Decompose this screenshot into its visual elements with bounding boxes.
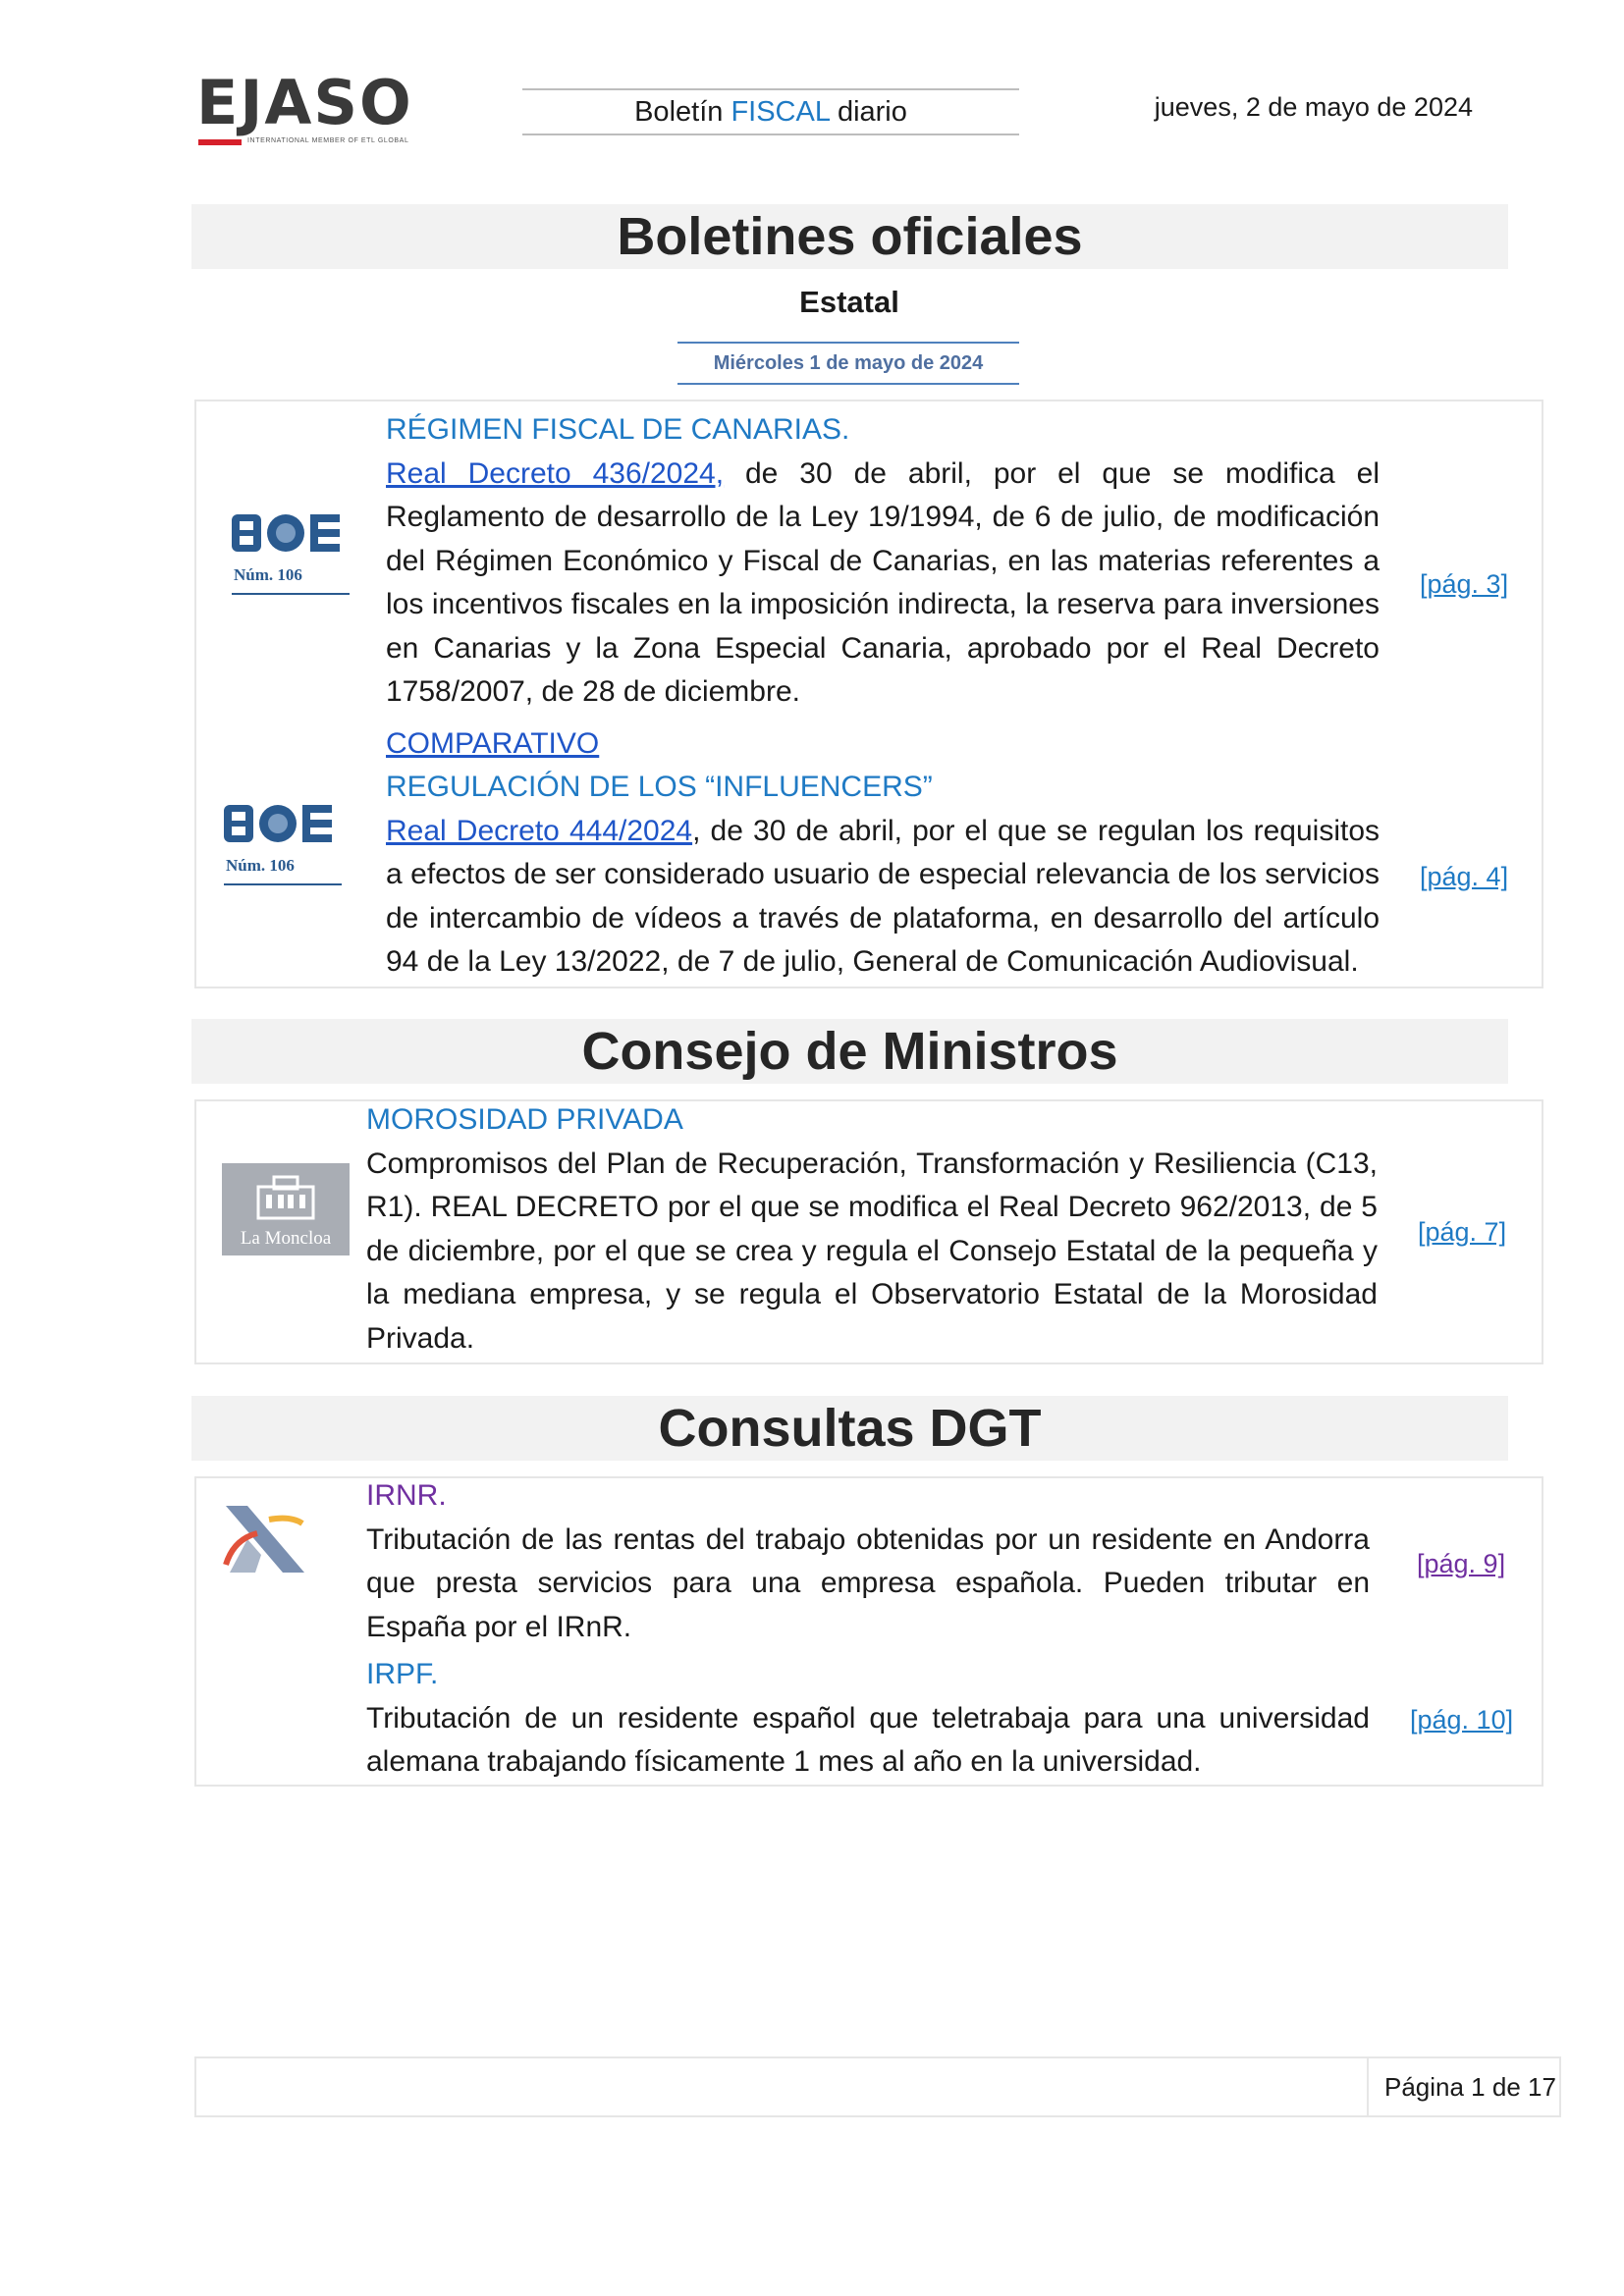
logo-red-bar (198, 139, 242, 145)
bulletin-accent: FISCAL (731, 96, 830, 128)
boe-number: Núm. 106 (232, 565, 350, 595)
page-link-7[interactable]: [pág. 7] (1418, 1217, 1507, 1247)
entry-text-irpf: Tributación de un residente español que teletrabaja para una universidad alemana trabajando físicamente 1 mes al año en la universidad. (366, 1701, 1370, 1778)
logo-text: EJASO (196, 67, 413, 138)
aeat-logo-icon (218, 1500, 312, 1582)
link-real-decreto-444[interactable]: Real Decreto 444/2024 (386, 814, 693, 847)
entry-title-morosidad: MOROSIDAD PRIVADA (366, 1103, 683, 1136)
comparativo-row (386, 722, 1380, 766)
bulletin-suffix: diario (829, 96, 907, 128)
entry-body-influencers: , de 30 de abril, por el que se regulan los requisitos a efectos de ser considerado usuario de especial relevancia de los servicios de intercambio de vídeos a través de plataforma, en desarrollo del artículo 94 de la Ley 13/2022, de 7 de julio, General de Comunicación Audiovisual. (386, 814, 1380, 978)
entry-text-irnr: Tributación de las rentas del trabajo obtenidas por un residente en Andorra que presta servicios para una empresa española. Pueden tributar en España por el IRnR. (366, 1522, 1370, 1643)
boletines-dateline: Miércoles 1 de mayo de 2024 (677, 342, 1019, 385)
entry-title-influencers: REGULACIÓN DE LOS “INFLUENCERS” (386, 771, 933, 803)
entry-body-canarias: de 30 de abril, por el que se modifica el Reglamento de desarrollo de la Ley 19/1994, de 6 de julio, de modificación del Régimen Económico y Fiscal de Canarias, en las materias referentes a los incentivos fiscales en la imposición indirecta, la reserva para inversiones en Canarias y la Zona Especial Canaria, aprobado por el Real Decreto 1758/2007, de 28 de diciembre. (386, 456, 1380, 708)
logo-subtitle: INTERNATIONAL MEMBER OF ETL GLOBAL (247, 137, 409, 144)
entry-title-canarias: RÉGIMEN FISCAL DE CANARIAS. (386, 413, 850, 446)
section-title-dgt: Consultas DGT (191, 1396, 1508, 1461)
moncloa-building-icon (256, 1173, 315, 1220)
boe-entry-1 (386, 408, 1380, 766)
moncloa-logo (222, 1163, 350, 1255)
section-title-consejo: Consejo de Ministros (191, 1019, 1508, 1084)
page-number: Página 1 de 17 (1384, 2072, 1556, 2102)
header-date: jueves, 2 de mayo de 2024 (1154, 92, 1473, 122)
entry-text-morosidad: Compromisos del Plan de Recuperación, Transformación y Resiliencia (C13, R1). REAL DECRETO por el que se modifica el Real Decreto 962/2013, de 5 de diciembre, por el que se crea y regula el Consejo Estatal de la pequeña y la mediana empresa, y se regula el Observatorio Estatal de la Morosidad Privada. (366, 1147, 1378, 1355)
page-link-9[interactable]: [pág. 9] (1417, 1549, 1506, 1578)
page-link-4[interactable]: [pág. 4] (1420, 862, 1509, 891)
section-subtitle-estatal: Estatal (799, 285, 899, 319)
boe-entry-2 (386, 766, 1380, 985)
link-real-decreto-436[interactable]: Real Decreto 436/2024, (386, 456, 725, 490)
entry-title-irnr: IRNR. (366, 1479, 447, 1512)
page-link-10[interactable]: [pág. 10] (1410, 1705, 1514, 1735)
dgt-entry-1 (366, 1474, 1370, 1649)
consejo-entry (366, 1098, 1378, 1361)
boe-icon (224, 801, 332, 846)
link-comparativo[interactable]: COMPARATIVO (386, 726, 600, 760)
moncloa-label: La Moncloa (240, 1228, 332, 1249)
entry-title-irpf: IRPF. (366, 1658, 439, 1690)
bulletin-title (522, 88, 1019, 135)
dgt-entry-2 (366, 1653, 1370, 1785)
boe-logo (232, 510, 350, 595)
boe-number: Núm. 106 (224, 856, 342, 885)
ejaso-logo (196, 67, 432, 151)
entry-text-influencers (386, 810, 1380, 985)
section-title-boletines: Boletines oficiales (191, 204, 1508, 269)
bulletin-prefix: Boletín (634, 96, 731, 128)
boe-icon (232, 510, 340, 556)
page-footer (194, 2056, 1561, 2117)
page-link-3[interactable]: [pág. 3] (1420, 569, 1509, 599)
entry-text-canarias (386, 453, 1380, 715)
boe-logo-2 (224, 801, 342, 885)
footer-divider (1367, 2058, 1369, 2115)
